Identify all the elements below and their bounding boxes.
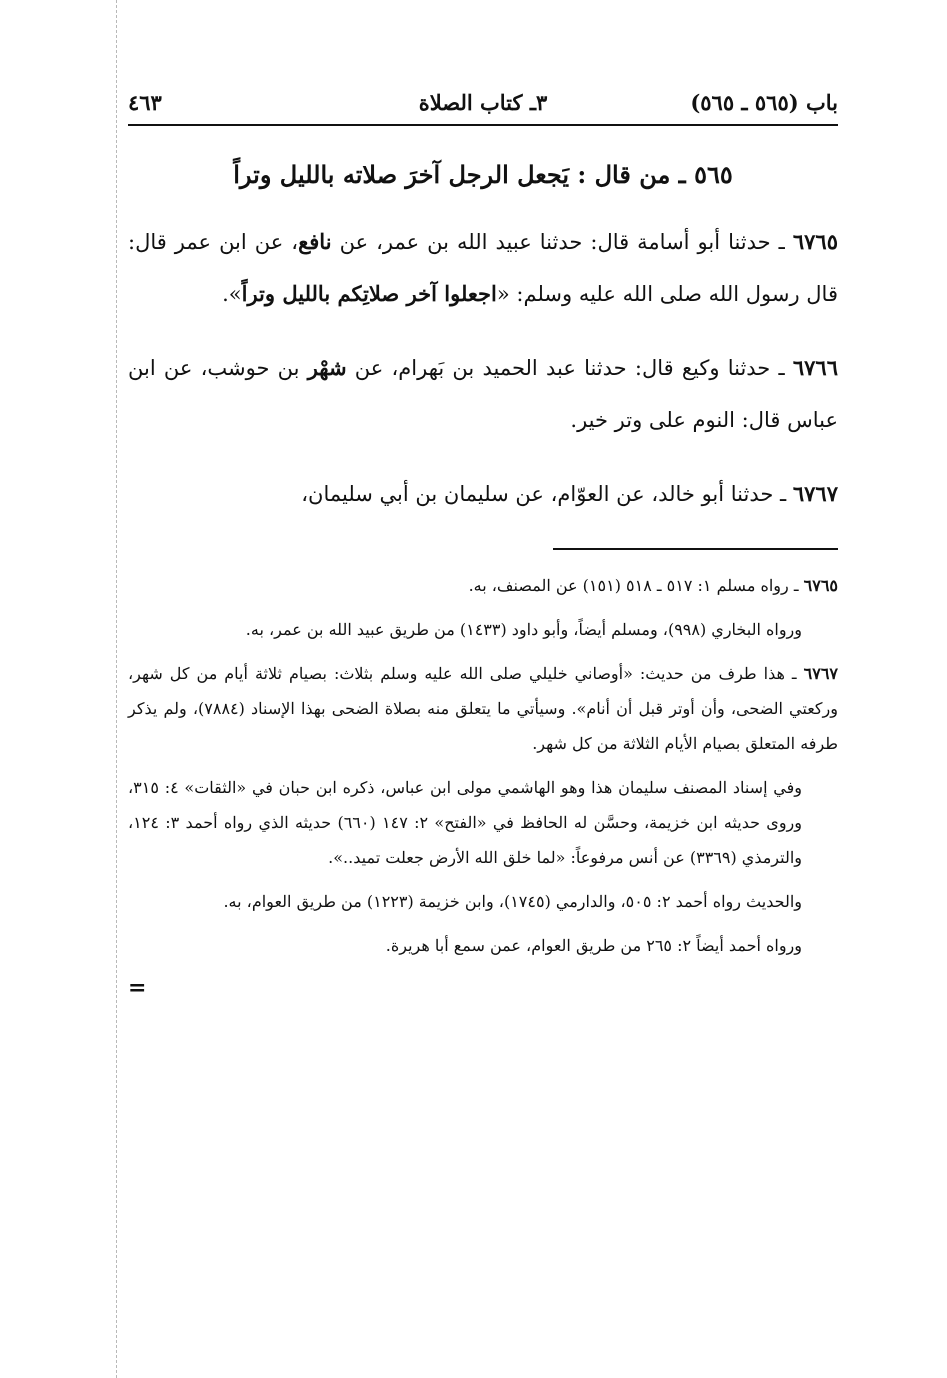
page-number: ٤٦٣	[128, 90, 162, 115]
section-range: باب (٥٦٥ ـ ٥٦٥)	[690, 90, 838, 115]
footnote-number: ٦٧٦٧	[803, 664, 839, 683]
hadith-text: ـ حدثنا أبو خالد، عن العوّام، عن سليمان بن أبي سليمان،	[301, 482, 793, 506]
page-margin-guide	[116, 0, 117, 1378]
prophetic-quote: اجعلوا آخر صلاتِكم بالليل وتراً	[241, 281, 497, 306]
hadith-6766	[128, 342, 838, 446]
continuation-mark: =	[128, 975, 147, 1001]
footnote-text: والحديث رواه أحمد ٢: ٥٠٥، والدارمي (١٧٤٥)، وابن خزيمة (١٢٢٣) من طريق العوام، به.	[223, 892, 802, 911]
hadith-text: ، عن ابن عمر قال: قال رسول الله صلى الله عليه وسلم: «	[128, 230, 838, 306]
footnote-text: ـ رواه مسلم ١: ٥١٧ ـ ٥١٨ (١٥١) عن المصنف، به.	[468, 576, 804, 595]
footnote	[128, 884, 838, 919]
hadith-6765	[128, 216, 838, 320]
narrator-name: شهْر	[307, 355, 347, 380]
footnote-text: وفي إسناد المصنف سليمان هذا وهو الهاشمي مولى ابن عباس، ذكره ابن حبان في «الثقات» ٤: ٣١٥، وروى حديثه ابن خزيمة، وحسَّن له الحافظ في «الفتح» ٢: ١٤٧ (٦٦٠) حديثه الذي رواه أحمد ٣: ١٢٤، والترمذي (٣٣٦٩) عن أنس مرفوعاً: «لما خلق الله الأرض جعلت تميد..».	[128, 778, 803, 867]
hadith-text: ».	[222, 282, 242, 306]
hadith-number: ٦٧٦٦	[792, 355, 838, 380]
footnote-text: ـ هذا طرف من حديث: «أوصاني خليلي صلى الله عليه وسلم بثلاث: بصيام ثلاثة أيام من كل شهر، وركعتي الضحى، وأن أوتر قبل أن أنام». وسيأتي ما يتعلق منه بصلاة الضحى بهذا الإسناد (٧٨٨٤)، ولم يذكر طرفه المتعلق بصيام الأيام الثلاثة من كل شهر.	[128, 664, 839, 753]
footnote	[128, 612, 838, 647]
hadith-text: ـ حدثنا أبو أسامة قال: حدثنا عبيد الله بن عمر، عن	[331, 230, 793, 254]
footnote	[128, 568, 838, 603]
hadith-text: ـ حدثنا وكيع قال: حدثنا عبد الحميد بن بَهرام، عن	[346, 356, 793, 380]
book-title: ٣ـ كتاب الصلاة	[418, 90, 548, 115]
footnotes	[128, 568, 838, 963]
footnote	[128, 656, 838, 761]
hadith-6767	[128, 468, 838, 520]
footnote-number: ٦٧٦٥	[803, 576, 838, 595]
running-header	[128, 80, 838, 126]
hadith-text: بن حوشب، عن ابن عباس قال: النوم على وتر خير.	[128, 356, 838, 432]
footnote-text: ورواه أحمد أيضاً ٢: ٢٦٥ من طريق العوام، عمن سمع أبا هريرة.	[385, 936, 802, 955]
footnote	[128, 928, 838, 963]
hadith-number: ٦٧٦٥	[792, 229, 838, 254]
narrator-name: نافع	[298, 229, 332, 254]
hadith-number: ٦٧٦٧	[792, 481, 838, 506]
footnote-text: ورواه البخاري (٩٩٨)، ومسلم أيضاً، وأبو داود (١٤٣٣) من طريق عبيد الله بن عمر، به.	[245, 620, 802, 639]
book-page	[128, 80, 838, 1001]
footnote	[128, 770, 838, 875]
footnote-separator	[553, 548, 838, 550]
chapter-title: ٥٦٥ ـ من قال : يَجعل الرجل آخرَ صلاته بالليل وتراً	[233, 160, 733, 189]
